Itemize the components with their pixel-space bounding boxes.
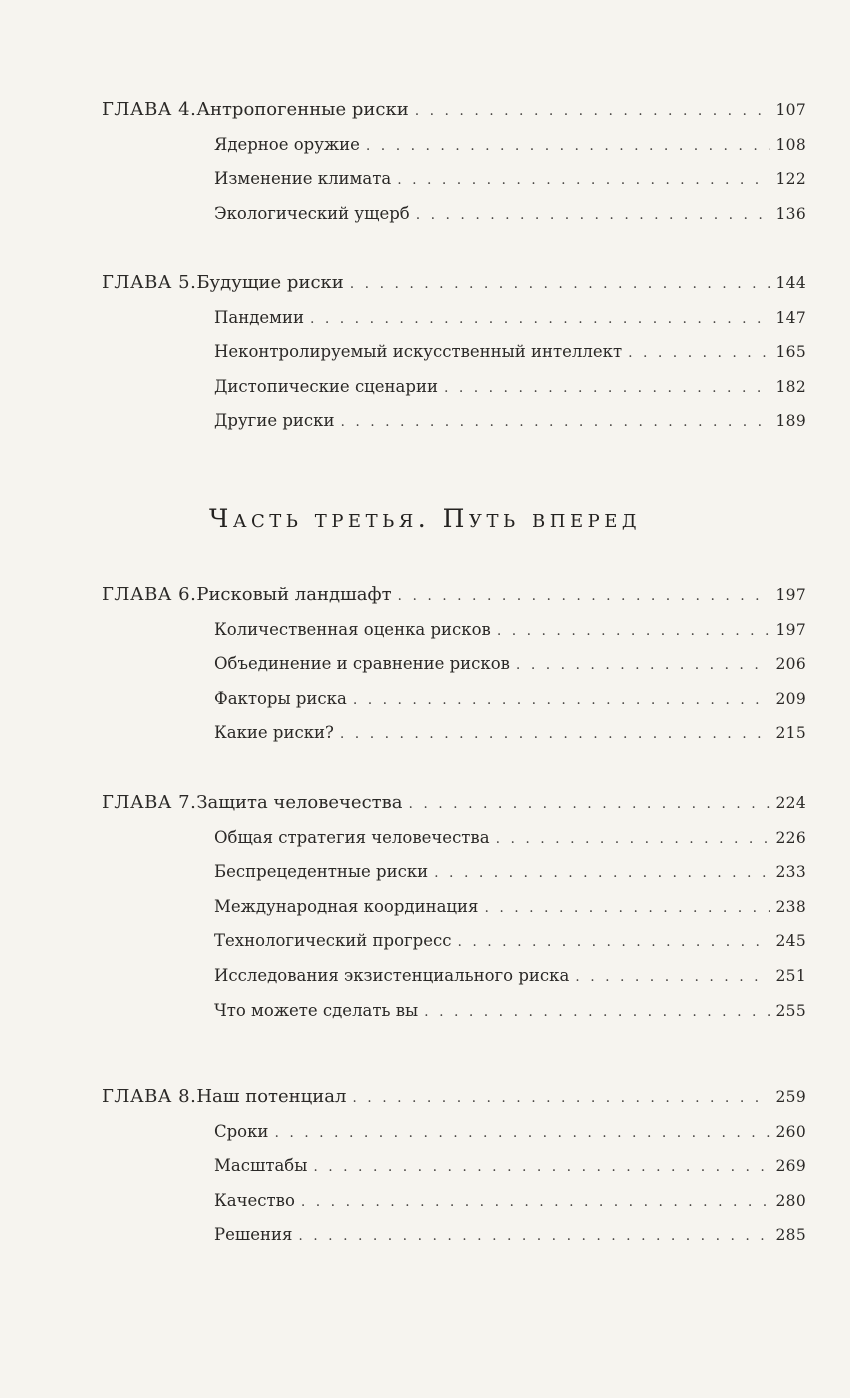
section-entry[interactable]: [214, 303, 806, 333]
dot-leader: [398, 581, 770, 611]
section-title: Общая стратегия человечества: [214, 827, 490, 847]
page-number: 197: [775, 620, 806, 639]
section-entry[interactable]: [214, 718, 806, 748]
section-title: Что можете сделать вы: [214, 1000, 419, 1020]
chapter-label: ГЛАВА 6.: [102, 584, 197, 605]
page-number: 238: [775, 897, 806, 916]
dot-leader: [340, 407, 769, 437]
section-title: Технологический прогресс: [214, 931, 452, 951]
section-entry[interactable]: [214, 684, 806, 714]
chapter-title: Защита человечества: [196, 792, 403, 813]
page-number: 269: [775, 1157, 806, 1176]
chapter-entry[interactable]: [102, 580, 806, 610]
page-number: 182: [775, 377, 806, 396]
section-entry[interactable]: [214, 857, 806, 887]
section-title: Международная координация: [214, 896, 479, 916]
dot-leader: [298, 1221, 769, 1251]
dot-leader: [575, 962, 769, 992]
page-number: 165: [775, 343, 806, 362]
dot-leader: [444, 373, 770, 403]
page-number: 226: [775, 828, 806, 847]
dot-leader: [366, 131, 770, 161]
page-number: 259: [775, 1088, 806, 1106]
section-entry[interactable]: [214, 164, 806, 194]
section-entry[interactable]: [214, 199, 806, 229]
dot-leader: [408, 789, 769, 819]
page-number: 224: [775, 794, 806, 812]
section-entry[interactable]: [214, 1117, 806, 1147]
page-number: 285: [775, 1226, 806, 1245]
chapter-label: ГЛАВА 7.: [102, 792, 197, 813]
page-number: 108: [775, 135, 806, 154]
chapter-title: Рисковый ландшафт: [196, 584, 392, 605]
section-title: Дистопические сценарии: [214, 376, 438, 396]
dot-leader: [484, 893, 769, 923]
section-entry[interactable]: [214, 961, 806, 991]
page-number: 233: [775, 863, 806, 882]
page-number: 215: [775, 724, 806, 743]
page-number: 209: [775, 689, 806, 708]
chapter-entry[interactable]: [102, 268, 806, 298]
dot-leader: [415, 96, 770, 126]
page-number: 197: [775, 586, 806, 604]
dot-leader: [353, 685, 770, 715]
page-number: 251: [775, 967, 806, 985]
dot-leader: [496, 824, 770, 854]
section-title: Сроки: [214, 1121, 269, 1141]
section-title: Экологический ущерб: [214, 203, 410, 223]
section-entry[interactable]: [214, 615, 806, 645]
part-heading: Часть третья. Путь вперед: [209, 504, 641, 533]
section-entry[interactable]: [214, 1220, 806, 1250]
dot-leader: [516, 650, 770, 680]
section-title: Какие риски?: [214, 723, 334, 743]
section-entry[interactable]: [214, 649, 806, 679]
dot-leader: [416, 200, 770, 230]
dot-leader: [397, 165, 769, 195]
page-number: 147: [775, 308, 806, 327]
section-entry[interactable]: [214, 372, 806, 402]
chapter-title: Наш потенциал: [196, 1086, 347, 1107]
section-entry[interactable]: [214, 1186, 806, 1216]
section-title: Масштабы: [214, 1156, 308, 1176]
page-number: 245: [775, 932, 806, 951]
chapter-entry[interactable]: [102, 788, 806, 818]
page-number: 122: [775, 170, 806, 189]
section-title: Факторы риска: [214, 688, 347, 708]
dot-leader: [497, 616, 770, 646]
page-number: 206: [775, 655, 806, 674]
page-number: 255: [775, 1001, 806, 1020]
dot-leader: [274, 1118, 769, 1148]
dot-leader: [457, 927, 769, 957]
section-title: Другие риски: [214, 411, 335, 431]
section-title: Пандемии: [214, 307, 304, 327]
section-title: Беспрецедентные риски: [214, 862, 429, 882]
section-entry[interactable]: [214, 996, 806, 1026]
dot-leader: [310, 304, 770, 334]
page-number: 280: [775, 1191, 806, 1210]
section-title: Количественная оценка рисков: [214, 619, 491, 639]
section-title: Изменение климата: [214, 169, 392, 189]
section-title: Ядерное оружие: [214, 134, 360, 154]
chapter-title: Антропогенные риски: [196, 99, 409, 120]
dot-leader: [352, 1083, 769, 1113]
section-title: Неконтролируемый искусственный интеллект: [214, 342, 623, 362]
section-entry[interactable]: [214, 926, 806, 956]
chapter-label: ГЛАВА 5.: [102, 272, 197, 293]
page-number: 144: [775, 274, 806, 292]
section-title: Исследования экзистенциального риска: [214, 966, 570, 985]
chapter-entry[interactable]: [102, 95, 806, 125]
dot-leader: [340, 719, 770, 749]
section-title: Решения: [214, 1225, 293, 1245]
chapter-title: Будущие риски: [196, 272, 344, 293]
chapter-entry[interactable]: [102, 1082, 806, 1112]
chapter-label: ГЛАВА 8.: [102, 1086, 197, 1107]
section-title: Объединение и сравнение рисков: [214, 654, 510, 674]
dot-leader: [350, 269, 770, 299]
dot-leader: [313, 1152, 769, 1182]
dot-leader: [628, 338, 769, 368]
dot-leader: [434, 858, 769, 888]
section-entry[interactable]: [214, 823, 806, 853]
section-entry[interactable]: [214, 337, 806, 367]
section-entry[interactable]: [214, 130, 806, 160]
page-number: 189: [775, 412, 806, 431]
dot-leader: [424, 997, 769, 1027]
page-number: 136: [775, 204, 806, 223]
section-entry[interactable]: [214, 1151, 806, 1181]
page-number: 260: [775, 1122, 806, 1141]
page-number: 107: [775, 101, 806, 119]
section-title: Качество: [214, 1190, 295, 1210]
dot-leader: [301, 1187, 770, 1217]
section-entry[interactable]: [214, 406, 806, 436]
section-entry[interactable]: [214, 892, 806, 922]
chapter-label: ГЛАВА 4.: [102, 99, 197, 120]
